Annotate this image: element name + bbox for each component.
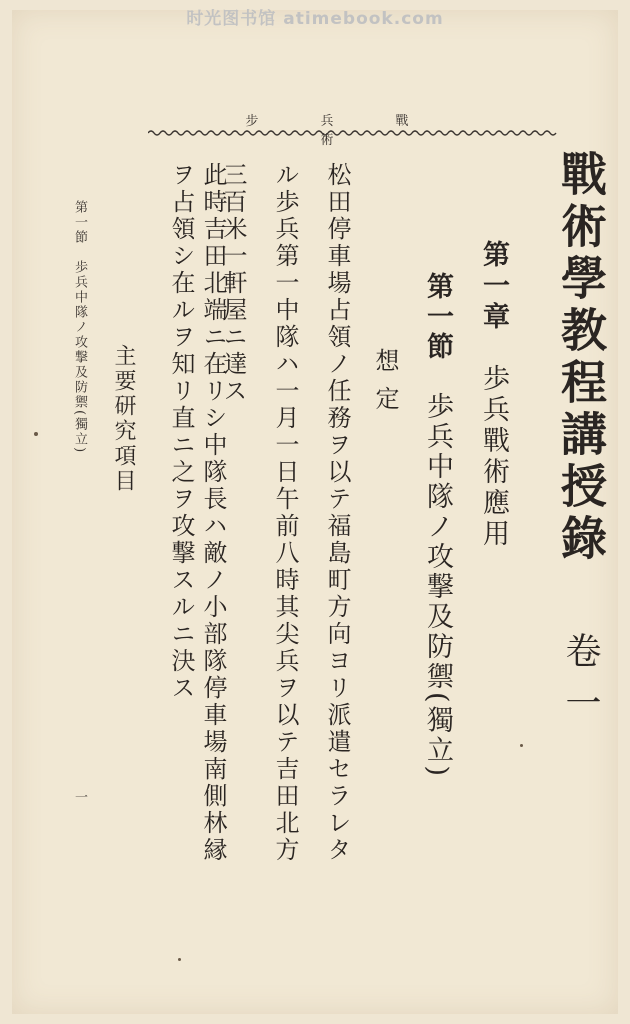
page-number: 一	[72, 790, 87, 803]
running-header: 步兵戰術	[245, 114, 471, 148]
watermark: 时光图书馆 atimebook.com	[186, 9, 444, 29]
section-name: 歩兵中隊ノ攻撃及防禦(獨立)	[422, 392, 453, 780]
body-line: 松田停車場占領ノ任務ヲ以テ福島町方向ヨリ派遣セラレタ	[323, 162, 351, 864]
chapter-heading	[474, 240, 513, 550]
side-note: 第一節 歩兵中隊ノ攻撃及防禦(獨立)	[72, 200, 87, 455]
assumption-label: 想定	[371, 348, 399, 424]
volume-label: 卷一	[560, 632, 601, 736]
body-line: 此時吉田北端ニ在リシ中隊長ハ敵ノ小部隊停車場南側林縁	[199, 162, 227, 864]
book-page	[12, 10, 618, 1014]
chapter-number: 第一章	[478, 240, 509, 333]
book-title: 戰術學教程講授錄	[554, 150, 608, 566]
body-line: ル歩兵第一中隊ハ一月一日午前八時其尖兵ヲ以テ吉田北方	[271, 162, 299, 864]
research-items-label: 主要研究項目	[111, 344, 136, 494]
body-line: ヲ占領シ在ルヲ知リ直ニ之ヲ攻撃スルニ決ス	[167, 162, 195, 702]
chapter-name: 歩兵戰術應用	[478, 364, 509, 550]
ink-speck	[520, 744, 523, 747]
section-heading	[418, 272, 457, 779]
wavy-rule	[148, 128, 558, 138]
body-line-part: 三百米一軒屋ニ達ス	[219, 162, 247, 405]
section-number: 第一節	[422, 272, 453, 362]
ink-speck	[34, 432, 38, 436]
ink-speck	[178, 958, 181, 961]
